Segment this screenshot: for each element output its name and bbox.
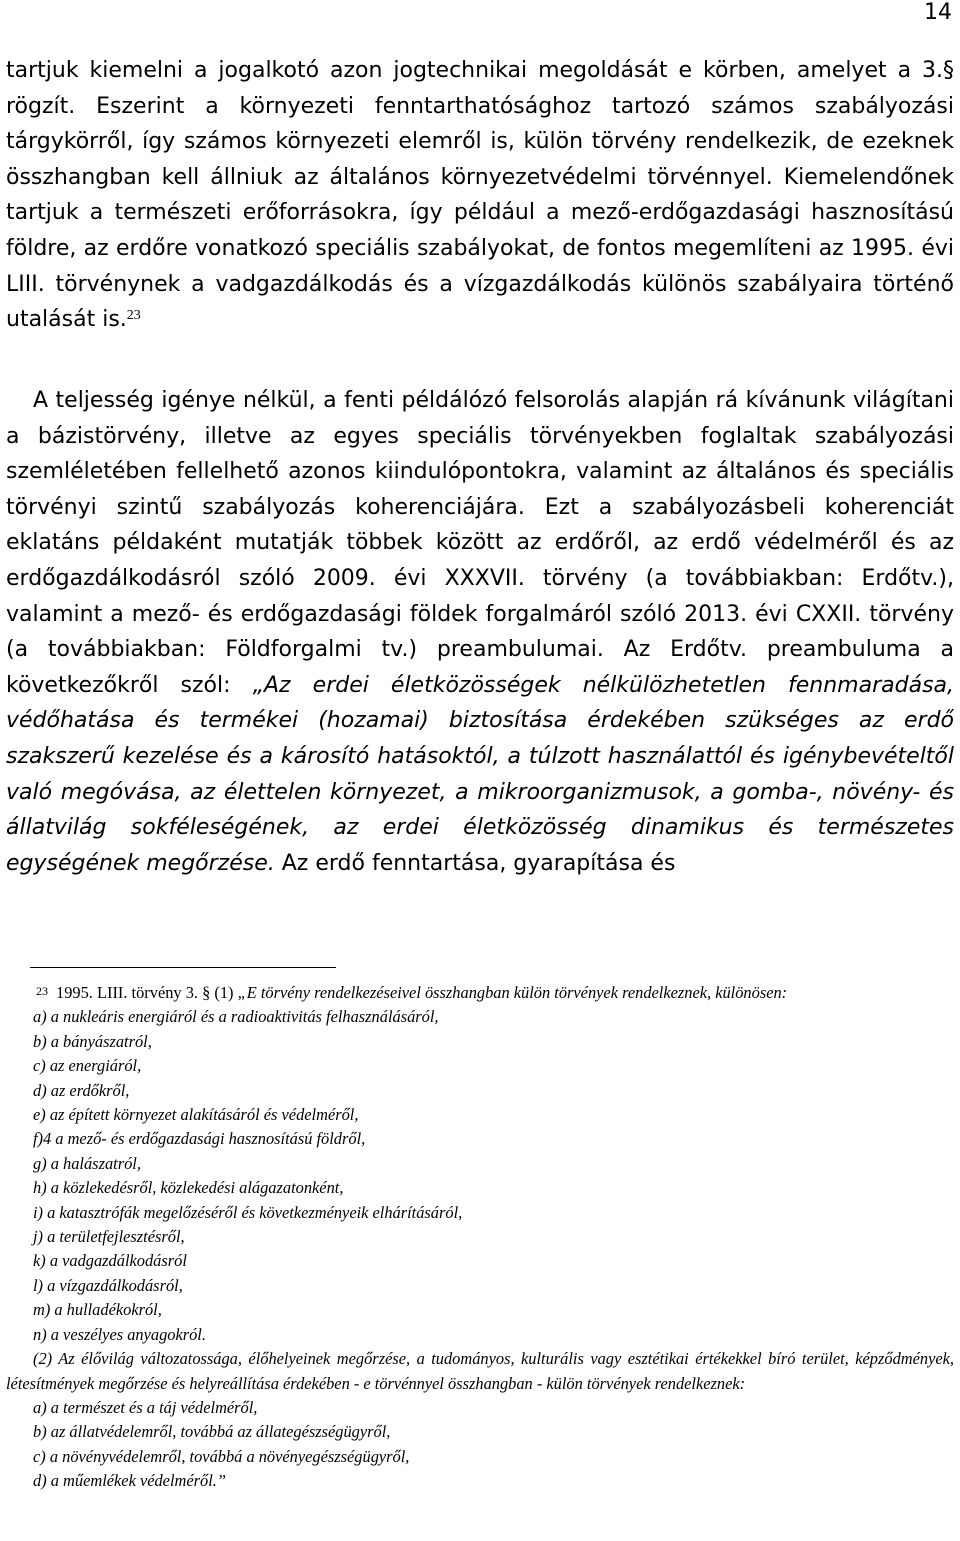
- footnote-paragraph-2: (2) Az élővilág változatossága, élőhelyeinek megőrzése, a tudományos, kulturális vagy esztétikai értékekkel bíró terület, képződmények, létesítmények megőrzése és helyreállítása érdekében - e törvénnyel összhangban - külön törvények rendelkeznek:: [6, 1349, 954, 1393]
- footnote-list-item: d) a műemlékek védelméről.”: [33, 1471, 226, 1491]
- footnote-lead-quote: „E törvény rendelkezéseivel összhangban külön törvények rendelkeznek, különösen:: [237, 983, 788, 1002]
- paragraph-2-text: A teljesség igénye nélkül, a fenti példálózó felsorolás alapján rá kívánunk világítani a bázistörvény, illetve az egyes speciális törvényekben foglaltak szabályozási szemléletében fellelhető azonos kiindulópontokra, valamint az általános és speciális törvényi szintű szabályozás koherenciájára. Ezt a szabályozásbeli koherenciát eklatáns példaként mutatják többek között az erdőről, az erdő védelméről és az erdőgazdálkodásról szóló 2009. évi XXXVII. törvény (a továbbiakban: Erdőtv.), valamint a mező- és erdőgazdasági földek forgalmáról szóló 2013. évi CXXII. törvény (a továbbiakban: Földforgalmi tv.) preambulumai. Az Erdőtv. preambuluma a következőkről szól:: [6, 388, 954, 698]
- footnote-list-item: h) a közlekedésről, közlekedési alágazatonként,: [33, 1178, 344, 1198]
- footnote-list-item: i) a katasztrófák megelőzéséről és következményeik elhárításáról,: [33, 1202, 463, 1222]
- body-paragraph-1: [6, 53, 954, 338]
- footnote-list-item: a) a nukleáris energiáról és a radioaktivitás felhasználásáról,: [33, 1007, 439, 1027]
- footnote-list-item: a) a természet és a táj védelméről,: [33, 1397, 258, 1417]
- footnote-list-item: c) az energiáról,: [33, 1056, 142, 1076]
- footnote-list-item: f)4 a mező- és erdőgazdasági hasznosítású földről,: [33, 1129, 366, 1149]
- body-paragraph-2: [6, 383, 954, 881]
- footnote-section: [6, 981, 954, 1494]
- footnote-list-item: l) a vízgazdálkodásról,: [33, 1275, 183, 1295]
- footnote-list-item: e) az épített környezet alakításáról és védelméről,: [33, 1105, 359, 1125]
- footnote-lead: 1995. LIII. törvény 3. § (1): [56, 983, 238, 1002]
- footnote-23-intro: [6, 981, 954, 1005]
- footnote-list-item: j) a területfejlesztésről,: [33, 1227, 185, 1247]
- footnote-separator: [30, 967, 336, 968]
- footnote-list-item: n) a veszélyes anyagokról.: [33, 1324, 206, 1344]
- footnote-list-item: k) a vadgazdálkodásról: [33, 1251, 187, 1271]
- paragraph-1-text: tartjuk kiemelni a jogalkotó azon jogtechnikai megoldását e körben, amelyet a 3.§ rögzít. Eszerint a környezeti fenntarthatósághoz tartozó számos szabályozási tárgykörről, így számos környezeti elemről is, külön törvény rendelkezik, de ezeknek összhangban kell állniuk az általános környezetvédelmi törvénnyel. Kiemelendőnek tartjuk a természeti erőforrásokra, így például a mező-erdőgazdasági hasznosítású földre, az erdőre vonatkozó speciális szabályokat, de fontos megemlíteni az 1995. évi LIII. törvénynek a vadgazdálkodás és a vízgazdálkodás különös szabályaira történő utalását is.: [6, 58, 954, 333]
- footnote-list-item: m) a hulladékokról,: [33, 1300, 162, 1320]
- paragraph-2-tail: Az erdő fenntartása, gyarapítása és: [274, 850, 676, 876]
- preamble-quote: „Az erdei életközösségek nélkülözhetetlen fennmaradása, védőhatása és termékei (hozamai) biztosítása érdekében szükséges az erdő szakszerű kezelése és a károsító hatásoktól, a túlzott használattól és igénybevételtől való megóvása, az élettelen környezet, a mikroorganizmusok, a gomba-, növény- és állatvilág sokféleségének, az erdei életközösség dinamikus és természetes egységének megőrzése.: [6, 672, 955, 876]
- footnote-list-item: b) az állatvédelemről, továbbá az állategészségügyről,: [33, 1422, 391, 1442]
- footnote-list-item: c) a növényvédelemről, továbbá a növényegészségügyről,: [33, 1446, 410, 1466]
- footnote-number: 23: [36, 984, 48, 998]
- page-number: 14: [924, 0, 952, 25]
- footnote-reference[interactable]: 23: [126, 308, 141, 324]
- footnote-list-item: g) a halászatról,: [33, 1153, 141, 1173]
- footnote-list-item: d) az erdőkről,: [33, 1080, 130, 1100]
- footnote-list-item: b) a bányászatról,: [33, 1031, 152, 1051]
